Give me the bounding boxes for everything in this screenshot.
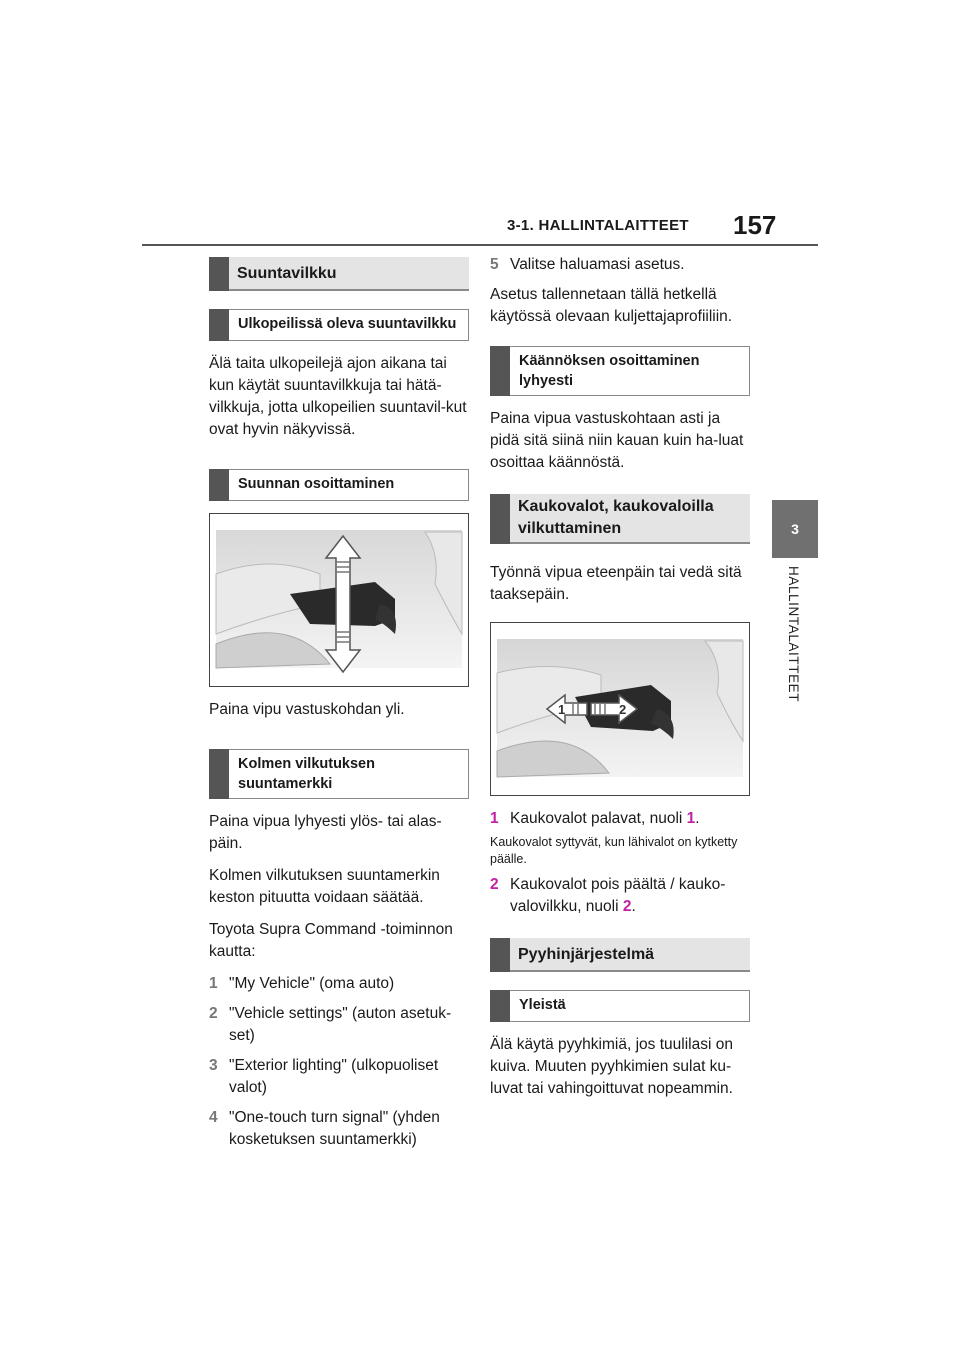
paragraph-mirror: Älä taita ulkopeilejä ajon aikana tai kun käytät suuntavilkkuja tai hätä-vilkkuja, jotta ulkopeilien suuntavil-kut ovat hyvin näkyvissä. [209, 355, 467, 438]
chapter-label: HALLINTALAITTEET [786, 566, 801, 703]
paragraph-press-short: Paina vipua lyhyesti ylös- tai alas-päin. [209, 813, 442, 852]
step-4: 4 "One-touch turn signal" (yhden kosketuksen suuntamerkki) [209, 1109, 440, 1148]
figure-lever-forward-back [490, 622, 750, 796]
subheading-direction: Suunnan osoittaminen [209, 469, 469, 501]
lever-updown-illustration [210, 514, 468, 686]
step-2: 2 "Vehicle settings" (auton asetuk-set) [209, 1005, 452, 1044]
section-title: 3-1. HALLINTALAITTEET [507, 217, 689, 234]
subheading-short-turn: Käännöksen osoittaminen lyhyesti [490, 346, 750, 396]
arrow-label-2: 2 [619, 702, 627, 717]
result-item-2: 2 Kaukovalot pois päältä / kauko-valovilkku, nuoli 2. [490, 876, 726, 915]
heading-turn-signal: Suuntavilkku [209, 257, 469, 291]
page-number: 157 [733, 210, 777, 240]
left-column [209, 257, 469, 1159]
step-3: 3 "Exterior lighting" (ulkopuoliset valot) [209, 1057, 439, 1096]
paragraph-via-command: Toyota Supra Command -toiminnon kautta: [209, 921, 453, 960]
right-column [490, 254, 750, 1110]
heading-wiper-system: Pyyhinjärjestelmä [490, 938, 750, 972]
subheading-three-flash: Kolmen vilkutuksen suuntamerkki [209, 749, 469, 799]
step-1: 1 "My Vehicle" (oma auto) [209, 975, 395, 992]
step-5: 5 Valitse haluamasi asetus. [490, 256, 685, 273]
lever-forward-back-illustration [491, 623, 749, 795]
paragraph-press-lever: Paina vipu vastuskohdan yli. [209, 701, 405, 718]
note-low-beam: Kaukovalot syttyvät, kun lähivalot on kytketty päälle. [490, 835, 738, 866]
chapter-tab: 3 [772, 500, 818, 558]
paragraph-hold-lever: Paina vipua vastuskohtaan asti ja pidä sitä siinä niin kauan kuin ha-luat osoittaa käännöstä. [490, 410, 744, 471]
figure-lever-updown [209, 513, 469, 687]
arrow-label-1: 1 [558, 702, 566, 717]
header-rule [142, 244, 818, 246]
paragraph-duration: Kolmen vilkutuksen suuntamerkin keston pituutta voidaan säätää. [209, 867, 440, 906]
subheading-general: Yleistä [490, 990, 750, 1022]
paragraph-profile: Asetus tallennetaan tällä hetkellä käytössä olevaan kuljettajaprofiiliin. [490, 286, 733, 325]
paragraph-push-pull: Työnnä vipua eteenpäin tai vedä sitä taaksepäin. [490, 564, 742, 603]
subheading-mirror-signal: Ulkopeilissä oleva suuntavilkku [209, 309, 469, 341]
result-item-1: 1 Kaukovalot palavat, nuoli 1. [490, 810, 700, 827]
heading-high-beam: Kaukovalot, kaukovaloilla vilkuttaminen [490, 494, 750, 544]
paragraph-wiper-warning: Älä käytä pyyhkimiä, jos tuulilasi on kuiva. Muuten pyyhkimien sulat ku-luvat tai vahingoittuvat nopeammin. [490, 1036, 733, 1097]
